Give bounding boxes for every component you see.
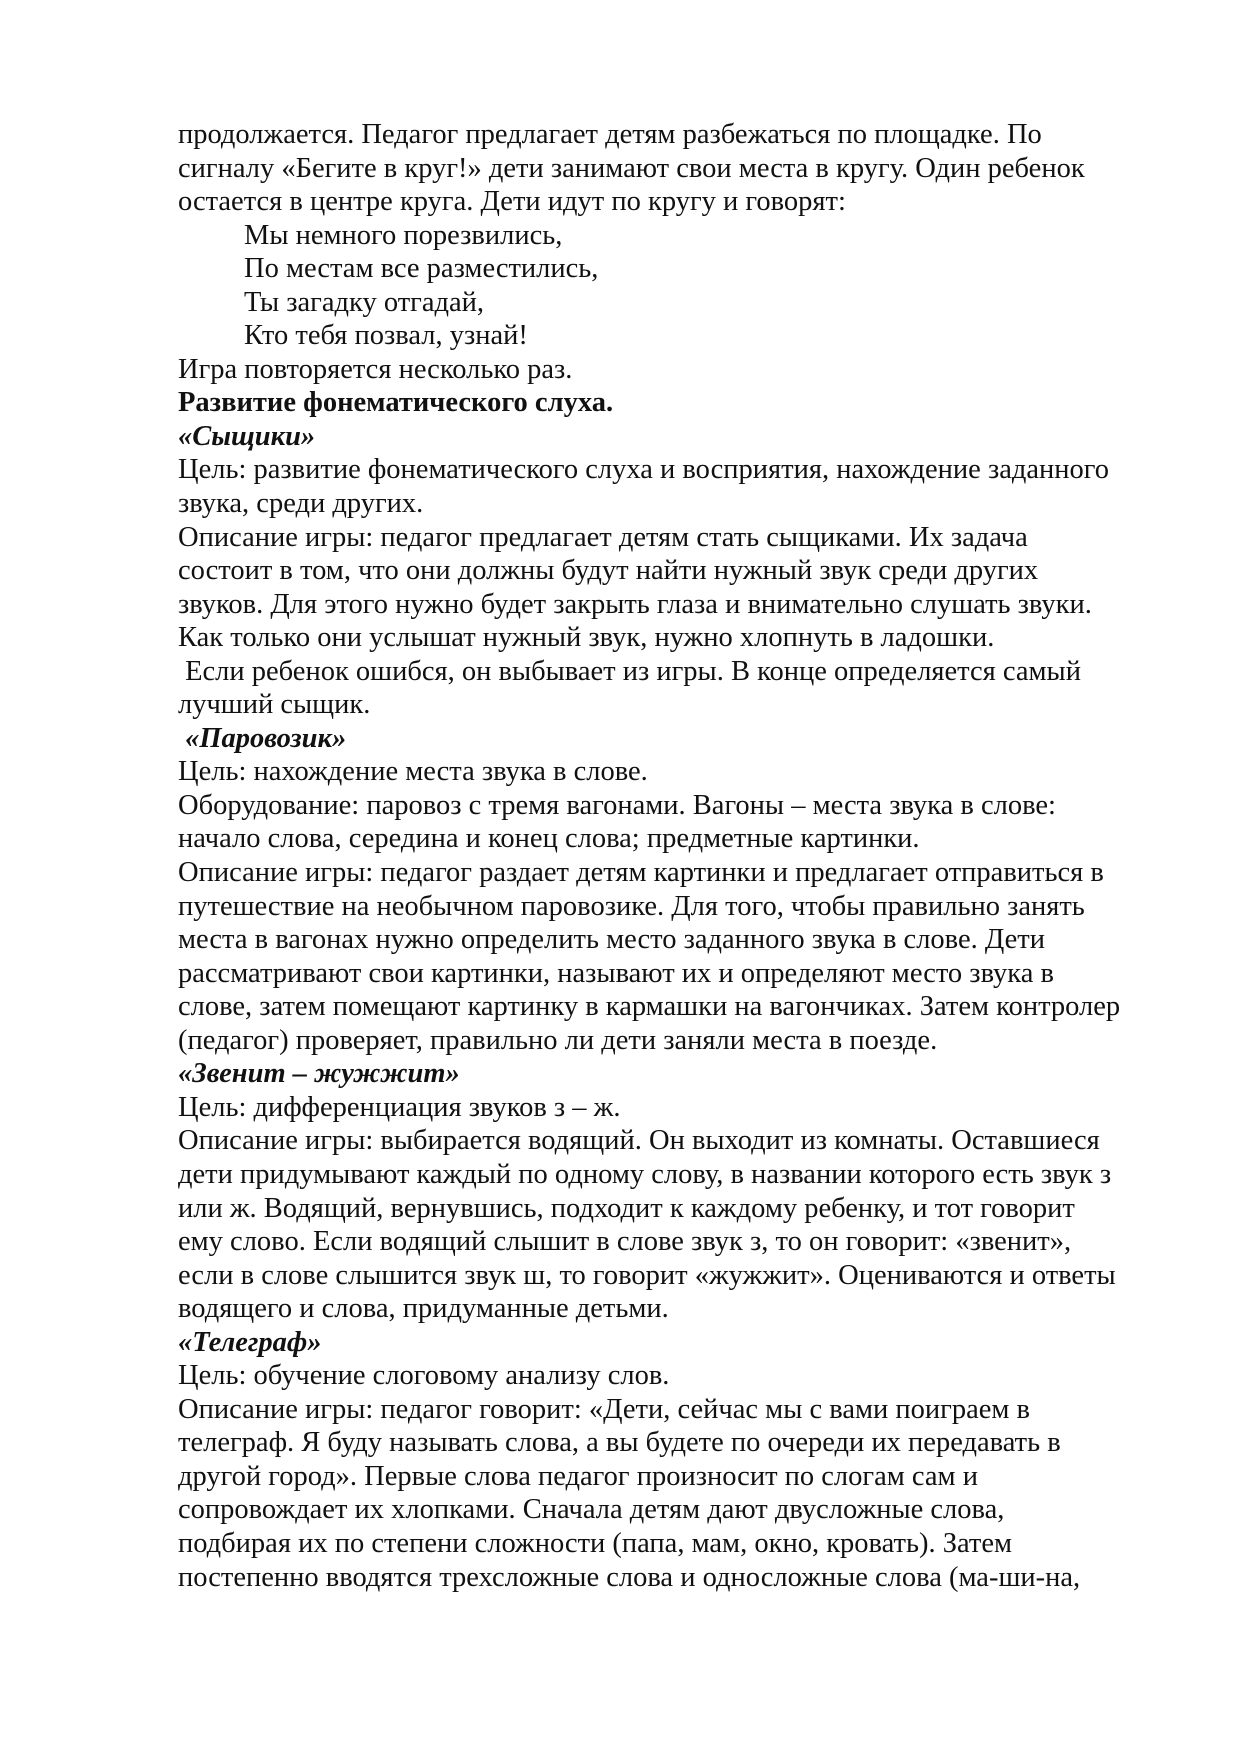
paragraph-line: лучший сыщик. (178, 689, 371, 721)
paragraph-line: Игра повторяется несколько раз. (178, 353, 573, 385)
paragraph-line: остается в центре круга. Дети идут по кругу и говорят: (178, 186, 846, 218)
paragraph-line: звука, среди других. (178, 488, 424, 520)
paragraph-line: рассматривают свои картинки, называют их и определяют место звука в (178, 957, 1054, 989)
document-page (178, 118, 1158, 1594)
paragraph-line: состоит в том, что они должны будут найти нужный звук среди других (178, 555, 1039, 587)
game-title: «Сыщики» (178, 420, 316, 452)
paragraph-line: Как только они услышат нужный звук, нужно хлопнуть в ладошки. (178, 622, 995, 654)
paragraph-line: Описание игры: педагог говорит: «Дети, сейчас мы с вами поиграем в (178, 1393, 1030, 1425)
paragraph-line: сопровождает их хлопками. Сначала детям дают двусложные слова, (178, 1494, 1005, 1526)
paragraph-line: Цель: развитие фонематического слуха и восприятия, нахождение заданного (178, 454, 1109, 486)
paragraph-line: Цель: дифференциация звуков з – ж. (178, 1091, 621, 1123)
paragraph-line: ему слово. Если водящий слышит в слове звук з, то он говорит: «звенит», (178, 1226, 1072, 1258)
verse-line: По местам все разместились, (244, 253, 599, 285)
paragraph-line: слове, затем помещают картинку в кармашки на вагончиках. Затем контролер (178, 991, 1121, 1023)
paragraph-line: телеграф. Я буду называть слова, а вы будете по очереди их передавать в (178, 1427, 1061, 1459)
paragraph-line: другой город». Первые слова педагог произносит по слогам сам и (178, 1460, 978, 1492)
paragraph-line: дети придумывают каждый по одному слову, в названии которого есть звук з (178, 1158, 1112, 1190)
paragraph-line: постепенно вводятся трехсложные слова и односложные слова (ма-ши-на, (178, 1561, 1081, 1593)
paragraph-line: водящего и слова, придуманные детьми. (178, 1293, 669, 1325)
verse-line: Ты загадку отгадай, (244, 286, 485, 318)
paragraph-line: подбирая их по степени сложности (папа, мам, окно, кровать). Затем (178, 1527, 1013, 1559)
paragraph-line: Цель: обучение слоговому анализу слов. (178, 1360, 670, 1392)
paragraph-line: Описание игры: выбирается водящий. Он выходит из комнаты. Оставшиеся (178, 1125, 1100, 1157)
game-title: «Паровозик» (178, 722, 347, 754)
paragraph-line: звуков. Для этого нужно будет закрыть глаза и внимательно слушать звуки. (178, 588, 1092, 620)
paragraph-line: (педагог) проверяет, правильно ли дети заняли места в поезде. (178, 1024, 938, 1056)
paragraph-line: места в вагонах нужно определить место заданного звука в слове. Дети (178, 924, 1045, 956)
paragraph-line: путешествие на необычном паровозике. Для того, чтобы правильно занять (178, 890, 1085, 922)
paragraph-line: Описание игры: педагог раздает детям картинки и предлагает отправиться в (178, 857, 1104, 889)
game-title: «Звенит – жужжит» (178, 1058, 460, 1090)
verse-line: Мы немного порезвились, (244, 219, 563, 251)
verse-line: Кто тебя позвал, узнай! (244, 320, 528, 352)
paragraph-line: сигналу «Бегите в круг!» дети занимают свои места в кругу. Один ребенок (178, 152, 1085, 184)
paragraph-line: Описание игры: педагог предлагает детям стать сыщиками. Их задача (178, 521, 1028, 553)
section-heading: Развитие фонематического слуха. (178, 387, 614, 419)
paragraph-line: или ж. Водящий, вернувшись, подходит к каждому ребенку, и тот говорит (178, 1192, 1075, 1224)
paragraph-line: Цель: нахождение места звука в слове. (178, 756, 648, 788)
paragraph-line: если в слове слышится звук ш, то говорит «жужжит». Оцениваются и ответы (178, 1259, 1116, 1291)
paragraph-line: начало слова, середина и конец слова; предметные картинки. (178, 823, 920, 855)
paragraph-line: продолжается. Педагог предлагает детям разбежаться по площадке. По (178, 119, 1042, 150)
paragraph-line: Оборудование: паровоз с тремя вагонами. Вагоны – места звука в слове: (178, 789, 1056, 821)
game-title: «Телеграф» (178, 1326, 322, 1358)
paragraph-line: Если ребенок ошибся, он выбывает из игры. В конце определяется самый (178, 655, 1081, 687)
